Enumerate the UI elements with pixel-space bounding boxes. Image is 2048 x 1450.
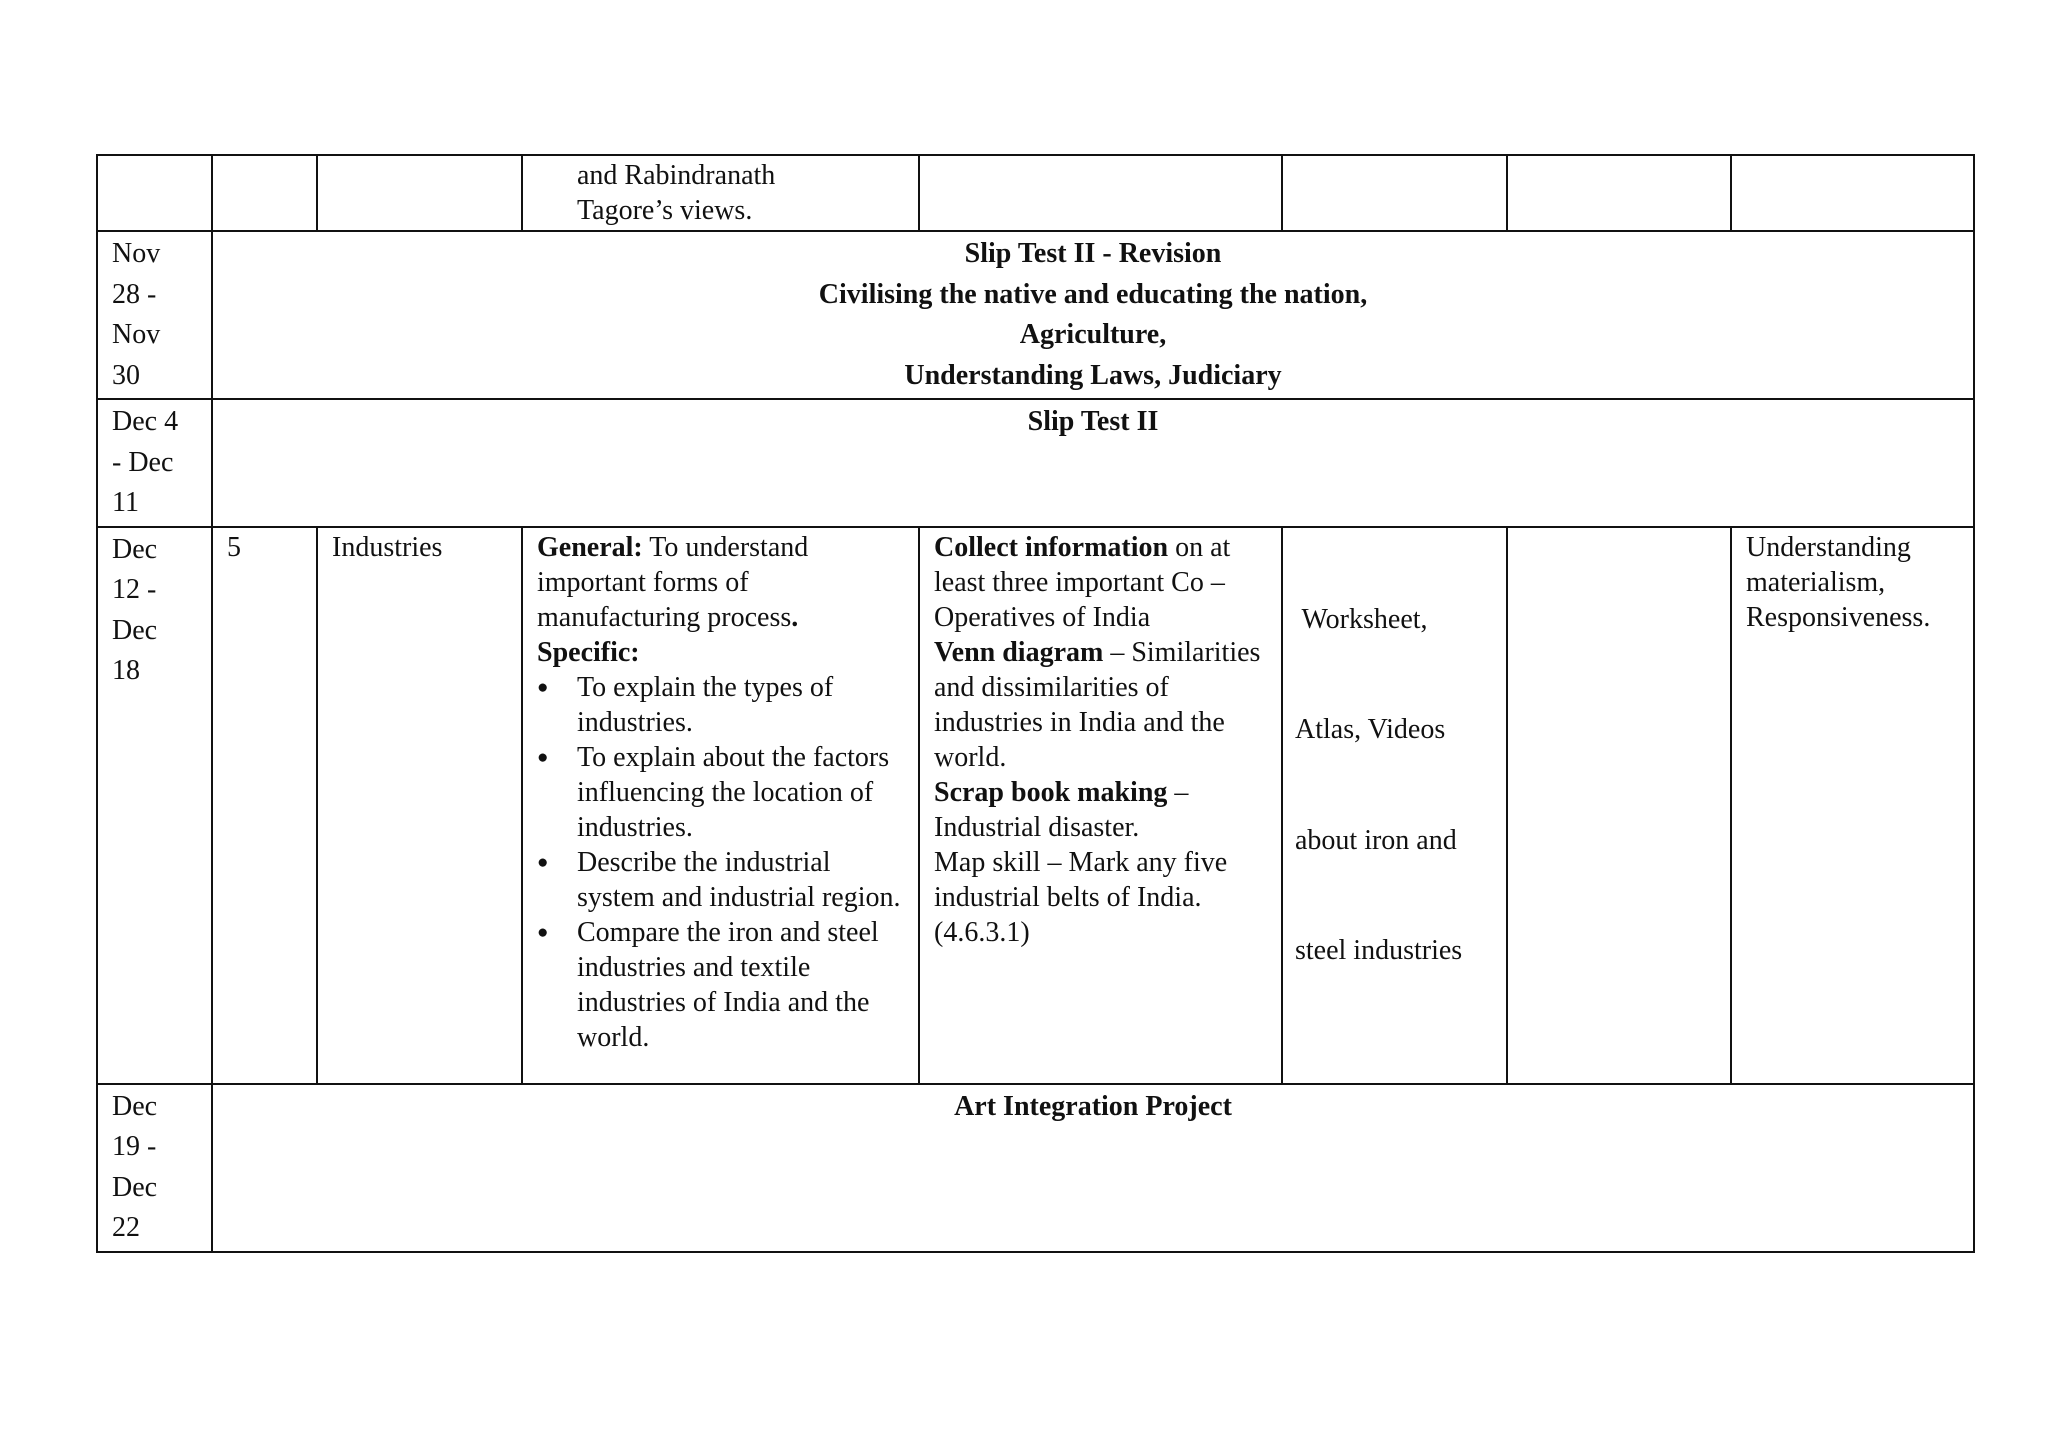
slip-test-cell — [212, 399, 1974, 527]
resource-line: Worksheet, — [1295, 603, 1428, 635]
date-line: 18 — [112, 655, 140, 686]
activity-label: Venn diagram — [934, 636, 1104, 668]
specific-label: Specific: — [537, 636, 640, 668]
lesson-plan-table — [96, 154, 1975, 1253]
periods-value: 5 — [227, 531, 241, 563]
table-row — [97, 527, 1974, 1084]
merged-heading: Civilising the native and educating the nation, — [818, 278, 1368, 310]
list-item: ● Compare the iron and steel industries and textile industries of India and the world. — [577, 915, 904, 1055]
resources-cell — [1282, 155, 1507, 231]
general-text: To understand important forms of manufacturing process — [537, 531, 809, 633]
periods-cell — [212, 527, 317, 1084]
objectives-cell — [522, 155, 919, 231]
date-line: 12 - — [112, 574, 157, 605]
date-line: - Dec — [112, 446, 174, 478]
date-cell — [97, 155, 212, 231]
assessment-cell — [1507, 527, 1731, 1084]
date-cell — [97, 399, 212, 527]
activity-scrapbook — [934, 775, 1267, 845]
date-line: 11 — [112, 487, 139, 518]
chapter-cell — [317, 155, 522, 231]
values-cell — [1731, 527, 1974, 1084]
activity-text: – Industrial disaster. — [934, 776, 1189, 843]
general-objective — [537, 530, 904, 635]
merged-heading: Slip Test II - Revision — [964, 238, 1222, 269]
general-end: . — [791, 601, 799, 633]
resource-line: Atlas, Videos — [1295, 714, 1446, 745]
list-item: ● To explain the types of industries. — [577, 670, 904, 740]
resource-line: steel industries — [1295, 935, 1463, 966]
activity-collect — [934, 530, 1267, 635]
activity-venn — [934, 635, 1267, 775]
activity-map-skill: Map skill – Mark any five industrial belts of India. (4.6.3.1) — [934, 846, 1228, 948]
date-line: Dec — [112, 533, 158, 565]
merged-heading: Understanding Laws, Judiciary — [904, 359, 1282, 391]
art-integration-cell — [212, 1084, 1974, 1252]
date-line: Dec — [112, 1171, 158, 1203]
date-cell — [97, 231, 212, 399]
topic-text: Tagore’s views. — [577, 195, 753, 226]
merged-heading: Slip Test II — [1027, 406, 1159, 437]
resources-cell — [1282, 527, 1507, 1084]
assessment-cell — [1507, 155, 1731, 231]
merged-heading: Agriculture, — [1019, 319, 1167, 350]
date-line: 28 - — [112, 278, 157, 310]
date-line: Dec — [112, 1090, 158, 1122]
activity-label: Scrap book making — [934, 776, 1168, 808]
resource-line: about iron and — [1295, 824, 1457, 856]
table-row — [97, 231, 1974, 399]
activity-text: – Similarities and dissimilarities of industries in India and the world. — [934, 636, 1261, 773]
date-line: Dec 4 — [112, 406, 179, 437]
chapter-cell — [317, 527, 522, 1084]
objectives-cell — [522, 527, 919, 1084]
table-row — [97, 155, 1974, 231]
periods-cell — [212, 155, 317, 231]
date-line: Nov — [112, 238, 161, 269]
date-line: Dec — [112, 614, 158, 646]
date-line: Nov — [112, 319, 161, 350]
topic-text: and Rabindranath — [577, 160, 776, 191]
general-label: General: — [537, 531, 643, 563]
values-cell — [1731, 155, 1974, 231]
date-line: 19 - — [112, 1131, 157, 1162]
chapter-name: Industries — [332, 531, 443, 563]
table-row — [97, 399, 1974, 527]
table-row — [97, 1084, 1974, 1252]
list-item: ● Describe the industrial system and industrial region. — [577, 845, 904, 915]
date-cell — [97, 1084, 212, 1252]
activity-text: on at least three important Co – Operatives of India — [934, 531, 1231, 633]
values-text: Understanding materialism, Responsiveness. — [1746, 531, 1931, 633]
merged-heading: Art Integration Project — [954, 1090, 1232, 1122]
date-cell — [97, 527, 212, 1084]
list-item: ● To explain about the factors influencing the location of industries. — [577, 740, 904, 845]
activity-label: Collect information — [934, 531, 1169, 563]
activities-cell — [919, 527, 1282, 1084]
date-line: 30 — [112, 359, 140, 391]
specific-objectives-list — [537, 670, 904, 1055]
date-line: 22 — [112, 1212, 140, 1243]
activities-cell — [919, 155, 1282, 231]
revision-cell — [212, 231, 1974, 399]
